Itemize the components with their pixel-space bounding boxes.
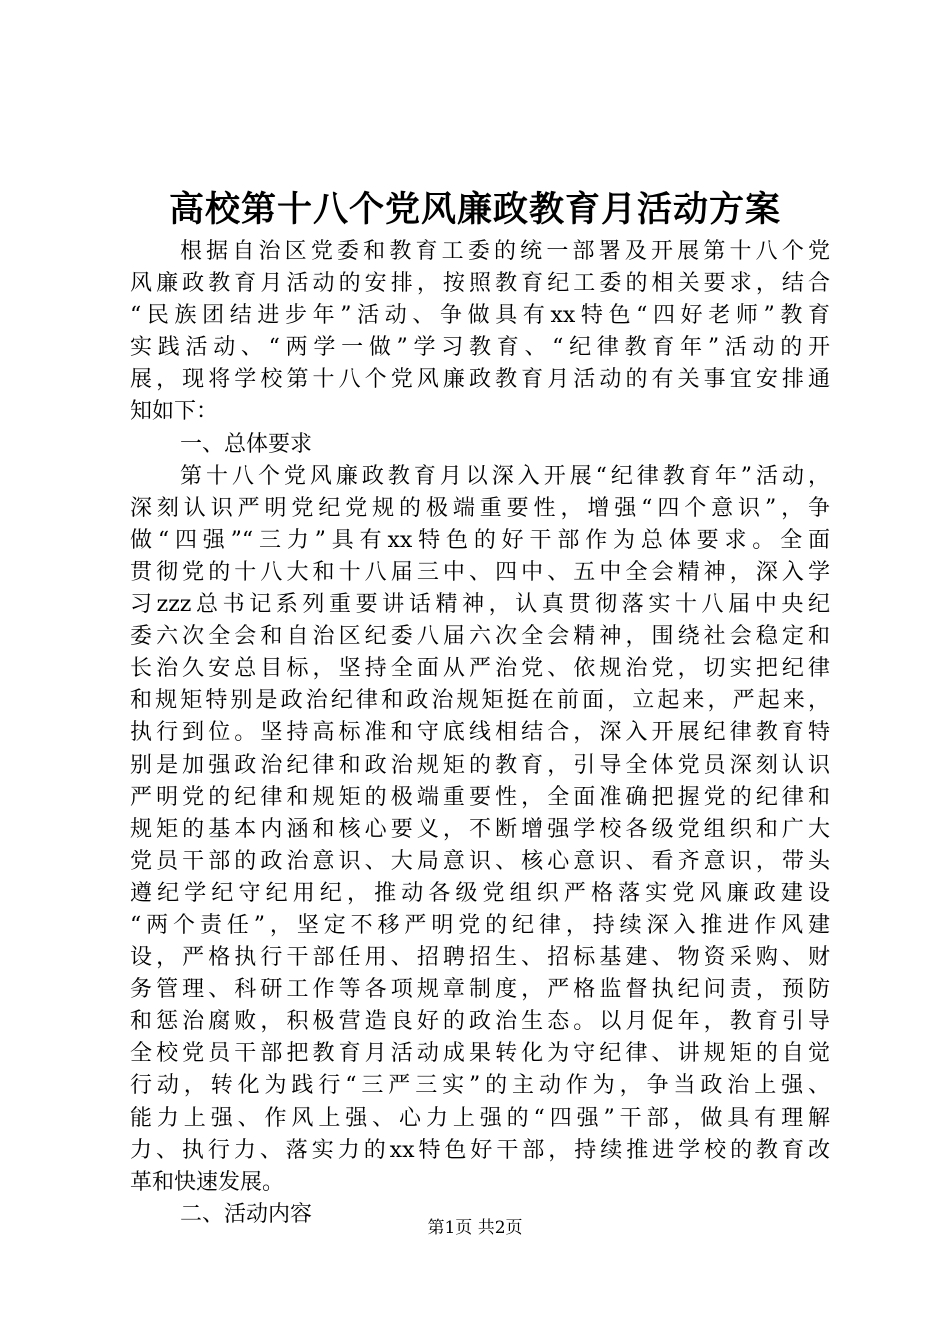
paragraph-line: 革和快速发展。 [130,1169,285,1195]
paragraph-line: 力、执行力、落实力的xx特色好干部，持续推进学校的教育改 [130,1137,830,1163]
paragraph-line: 和惩治腐败，积极营造良好的政治生态。以月促年，教育引导 [130,1009,830,1035]
document-body [130,236,830,1231]
paragraph-line: 严明党的纪律和规矩的极端重要性，全面准确把握党的纪律和 [130,784,830,810]
paragraph-line: 第十八个党风廉政教育月以深入开展“纪律教育年”活动， [180,463,830,489]
paragraph-line: 遵纪学纪守纪用纪，推动各级党组织严格落实党风廉政建设 [130,880,830,906]
paragraph-line: 全校党员干部把教育月活动成果转化为守纪律、讲规矩的自觉 [130,1041,830,1067]
paragraph-line: 展，现将学校第十八个党风廉政教育月活动的有关事宜安排通 [130,367,830,393]
paragraph-line: 设，严格执行干部任用、招聘招生、招标基建、物资采购、财 [130,945,830,971]
paragraph-line: 行动，转化为践行“三严三实”的主动作为，争当政治上强、 [130,1073,830,1099]
paragraph-line: 务管理、科研工作等各项规章制度，严格监督执纪问责，预防 [130,977,830,1003]
paragraph-line: 长治久安总目标，坚持全面从严治党、依规治党，切实把纪律 [130,656,830,682]
paragraph-line: “民族团结进步年”活动、争做具有xx特色“四好老师”教育 [130,303,830,329]
paragraph-line: 贯彻党的十八大和十八届三中、四中、五中全会精神，深入学 [130,559,830,585]
paragraph-line: 能力上强、作风上强、心力上强的“四强”干部，做具有理解 [130,1105,830,1131]
paragraph-line: 执行到位。坚持高标准和守底线相结合，深入开展纪律教育特 [130,720,830,746]
paragraph-line: 别是加强政治纪律和政治规矩的教育，引导全体党员深刻认识 [130,752,830,778]
section-heading: 一、总体要求 [180,431,313,457]
paragraph-line: 和规矩特别是政治纪律和政治规矩挺在前面，立起来，严起来， [130,688,830,714]
paragraph-line: 党员干部的政治意识、大局意识、核心意识、看齐意识，带头 [130,848,830,874]
section-heading: 二、活动内容 [180,1201,313,1227]
paragraph-line: 知如下： [130,399,219,425]
paragraph-line: 委六次全会和自治区纪委八届六次全会精神，围绕社会稳定和 [130,624,830,650]
paragraph-line: 规矩的基本内涵和核心要义，不断增强学校各级党组织和广大 [130,816,830,842]
paragraph-line: 根据自治区党委和教育工委的统一部署及开展第十八个党 [180,239,830,264]
paragraph-line: 实践活动、“两学一做”学习教育、“纪律教育年”活动的开 [130,335,830,361]
paragraph-line: 做“四强”“三力”具有xx特色的好干部作为总体要求。全面 [130,527,830,553]
paragraph-line: 深刻认识严明党纪党规的极端重要性，增强“四个意识”，争 [130,495,830,521]
document-title: 高校第十八个党风廉政教育月活动方案 [168,189,781,230]
paragraph-line: 习zzz总书记系列重要讲话精神，认真贯彻落实十八届中央纪 [130,592,830,618]
paragraph-line: 风廉政教育月活动的安排，按照教育纪工委的相关要求，结合 [130,271,830,297]
paragraph-line: “两个责任”，坚定不移严明党的纪律，持续深入推进作风建 [130,912,830,938]
page-footer: 第1页 共2页 [427,1218,523,1238]
